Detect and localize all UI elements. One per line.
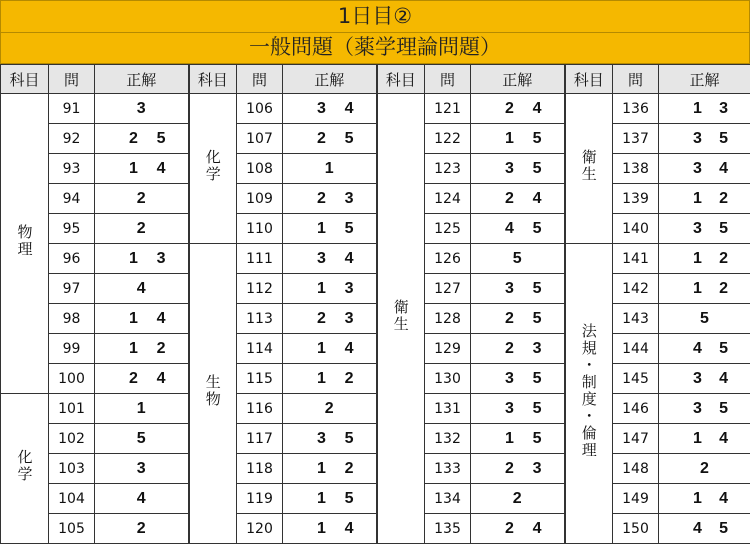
answer-value: 4 <box>719 489 728 507</box>
answer-value: 4 <box>136 489 146 507</box>
answer-value: 5 <box>719 129 728 147</box>
question-number: 104 <box>49 484 95 514</box>
column-header-answer: 正解 <box>283 65 377 94</box>
question-number: 115 <box>237 364 283 394</box>
answer-value: 1 <box>693 249 702 267</box>
subject-label: 物理 <box>15 223 34 258</box>
question-number: 131 <box>425 394 471 424</box>
answer-value: 5 <box>532 399 542 417</box>
answer-cell <box>471 304 565 334</box>
question-number: 145 <box>613 364 659 394</box>
answer-cell <box>283 154 377 184</box>
answer-value: 2 <box>317 189 326 207</box>
column-header-question: 問 <box>425 65 471 94</box>
question-number: 102 <box>49 424 95 454</box>
answer-value: 3 <box>317 249 326 267</box>
answer-cell <box>471 484 565 514</box>
answer-cell <box>659 184 750 214</box>
question-number: 126 <box>425 244 471 274</box>
answer-value: 1 <box>317 459 326 477</box>
answer-cell <box>471 94 565 124</box>
question-number: 112 <box>237 274 283 304</box>
question-number: 94 <box>49 184 95 214</box>
question-number: 130 <box>425 364 471 394</box>
answer-value: 4 <box>532 99 542 117</box>
answer-cell <box>95 214 189 244</box>
answer-value: 4 <box>719 429 728 447</box>
question-number: 148 <box>613 454 659 484</box>
question-number: 120 <box>237 514 283 544</box>
question-number: 99 <box>49 334 95 364</box>
table-row <box>1 274 750 304</box>
answer-value: 3 <box>505 159 514 177</box>
answer-value: 3 <box>136 459 146 477</box>
answer-value: 4 <box>532 519 542 537</box>
answer-value: 1 <box>317 219 326 237</box>
answer-cell <box>471 214 565 244</box>
answer-cell <box>95 394 189 424</box>
answer-cell <box>283 514 377 544</box>
answer-value: 2 <box>505 519 514 537</box>
answer-cell <box>95 94 189 124</box>
subject-label: 衛生 <box>391 298 410 333</box>
answer-value: 2 <box>700 459 709 477</box>
answer-value: 3 <box>344 279 354 297</box>
answer-cell <box>471 184 565 214</box>
answer-value: 1 <box>129 309 138 327</box>
question-number: 101 <box>49 394 95 424</box>
answer-value: 2 <box>324 399 334 417</box>
table-row <box>1 394 750 424</box>
question-number: 109 <box>237 184 283 214</box>
table-row <box>1 124 750 154</box>
answer-table <box>0 64 750 544</box>
question-number: 95 <box>49 214 95 244</box>
answer-value: 4 <box>532 189 542 207</box>
answer-cell <box>283 424 377 454</box>
table-row <box>1 424 750 454</box>
question-number: 111 <box>237 244 283 274</box>
question-number: 137 <box>613 124 659 154</box>
answer-value: 2 <box>136 189 146 207</box>
question-number: 139 <box>613 184 659 214</box>
question-number: 122 <box>425 124 471 154</box>
page-subtitle: 一般問題（薬学理論問題） <box>0 33 750 64</box>
answer-cell <box>471 124 565 154</box>
question-number: 141 <box>613 244 659 274</box>
question-number: 97 <box>49 274 95 304</box>
answer-value: 5 <box>719 399 728 417</box>
answer-value: 1 <box>129 159 138 177</box>
answer-value: 4 <box>693 519 702 537</box>
answer-value: 3 <box>344 189 354 207</box>
column-header-subject: 科目 <box>1 65 49 94</box>
answer-value: 2 <box>505 99 514 117</box>
answer-value: 5 <box>156 129 166 147</box>
answer-value: 3 <box>317 429 326 447</box>
answer-value: 5 <box>532 279 542 297</box>
column-header-question: 問 <box>49 65 95 94</box>
question-number: 135 <box>425 514 471 544</box>
column-header-subject: 科目 <box>377 65 425 94</box>
answer-cell <box>95 454 189 484</box>
question-number: 92 <box>49 124 95 154</box>
answer-cell <box>95 274 189 304</box>
question-number: 132 <box>425 424 471 454</box>
header-row <box>1 65 750 94</box>
question-number: 106 <box>237 94 283 124</box>
table-row <box>1 244 750 274</box>
answer-value: 5 <box>719 519 728 537</box>
answer-cell <box>471 424 565 454</box>
answer-value: 5 <box>532 129 542 147</box>
answer-cell <box>659 484 750 514</box>
answer-value: 5 <box>512 249 522 267</box>
question-number: 116 <box>237 394 283 424</box>
answer-value: 5 <box>532 159 542 177</box>
answer-value: 3 <box>719 99 728 117</box>
answer-cell <box>283 484 377 514</box>
question-number: 150 <box>613 514 659 544</box>
answer-value: 4 <box>344 519 354 537</box>
answer-cell <box>659 214 750 244</box>
answer-cell <box>95 124 189 154</box>
answer-value: 1 <box>317 339 326 357</box>
subject-cell <box>1 94 49 394</box>
answer-cell <box>283 244 377 274</box>
question-number: 93 <box>49 154 95 184</box>
question-number: 110 <box>237 214 283 244</box>
answer-value: 2 <box>136 219 146 237</box>
answer-value: 4 <box>693 339 702 357</box>
answer-cell <box>283 184 377 214</box>
answer-value: 5 <box>136 429 146 447</box>
subject-label: 生物 <box>203 373 222 408</box>
column-header-answer: 正解 <box>95 65 189 94</box>
subject-cell <box>189 244 237 544</box>
answer-cell <box>95 514 189 544</box>
answer-value: 2 <box>505 309 514 327</box>
table-row <box>1 454 750 484</box>
question-number: 127 <box>425 274 471 304</box>
answer-value: 3 <box>693 159 702 177</box>
answer-cell <box>471 244 565 274</box>
answer-cell <box>659 514 750 544</box>
answer-value: 1 <box>317 519 326 537</box>
table-row <box>1 154 750 184</box>
answer-value: 1 <box>693 279 702 297</box>
question-number: 107 <box>237 124 283 154</box>
answer-value: 2 <box>512 489 522 507</box>
answer-value: 3 <box>317 99 326 117</box>
table-row <box>1 364 750 394</box>
answer-cell <box>659 124 750 154</box>
subject-cell <box>1 394 49 544</box>
answer-cell <box>659 94 750 124</box>
subject-cell <box>565 94 613 244</box>
answer-cell <box>471 514 565 544</box>
answer-cell <box>283 454 377 484</box>
answer-value: 4 <box>344 339 354 357</box>
answer-cell <box>95 424 189 454</box>
question-number: 149 <box>613 484 659 514</box>
answer-cell <box>95 244 189 274</box>
answer-value: 5 <box>532 219 542 237</box>
answer-value: 4 <box>344 99 354 117</box>
answer-cell <box>95 184 189 214</box>
column-header-question: 問 <box>237 65 283 94</box>
answer-value: 1 <box>136 399 146 417</box>
answer-cell <box>471 334 565 364</box>
question-number: 146 <box>613 394 659 424</box>
question-number: 91 <box>49 94 95 124</box>
answer-value: 3 <box>505 399 514 417</box>
answer-value: 2 <box>129 369 138 387</box>
answer-value: 2 <box>505 189 514 207</box>
answer-table-body <box>1 94 750 544</box>
answer-cell <box>95 334 189 364</box>
answer-cell <box>659 304 750 334</box>
answer-cell <box>659 454 750 484</box>
subject-label: 化学 <box>203 148 222 183</box>
answer-value: 1 <box>129 339 138 357</box>
answer-value: 2 <box>156 339 166 357</box>
question-number: 96 <box>49 244 95 274</box>
question-number: 138 <box>613 154 659 184</box>
answer-value: 4 <box>156 369 166 387</box>
answer-value: 1 <box>693 189 702 207</box>
answer-value: 3 <box>693 219 702 237</box>
table-row <box>1 514 750 544</box>
answer-cell <box>283 124 377 154</box>
question-number: 125 <box>425 214 471 244</box>
answer-value: 3 <box>532 339 542 357</box>
answer-cell <box>283 304 377 334</box>
question-number: 134 <box>425 484 471 514</box>
answer-value: 3 <box>505 369 514 387</box>
answer-value: 3 <box>532 459 542 477</box>
answer-value: 1 <box>129 249 138 267</box>
answer-cell <box>283 334 377 364</box>
column-header-subject: 科目 <box>189 65 237 94</box>
answer-value: 2 <box>317 129 326 147</box>
answer-value: 1 <box>505 129 514 147</box>
answer-value: 4 <box>136 279 146 297</box>
answer-value: 5 <box>532 429 542 447</box>
answer-value: 1 <box>505 429 514 447</box>
answer-cell <box>283 214 377 244</box>
answer-cell <box>659 424 750 454</box>
answer-value: 4 <box>156 159 166 177</box>
answer-value: 3 <box>693 369 702 387</box>
answer-cell <box>95 484 189 514</box>
answer-cell <box>471 274 565 304</box>
answer-cell <box>471 394 565 424</box>
question-number: 124 <box>425 184 471 214</box>
table-row <box>1 184 750 214</box>
table-row <box>1 94 750 124</box>
answer-value: 2 <box>719 189 728 207</box>
subject-cell <box>565 244 613 544</box>
answer-value: 5 <box>344 129 354 147</box>
answer-value: 5 <box>532 309 542 327</box>
question-number: 129 <box>425 334 471 364</box>
answer-value: 5 <box>344 489 354 507</box>
question-number: 121 <box>425 94 471 124</box>
question-number: 128 <box>425 304 471 334</box>
answer-value: 5 <box>719 219 728 237</box>
question-number: 119 <box>237 484 283 514</box>
table-row <box>1 214 750 244</box>
answer-value: 2 <box>719 279 728 297</box>
subject-label: 法規・制度・倫理 <box>579 322 598 459</box>
answer-value: 1 <box>693 429 702 447</box>
subject-cell <box>189 94 237 244</box>
question-number: 100 <box>49 364 95 394</box>
answer-value: 5 <box>344 219 354 237</box>
answer-value: 1 <box>317 279 326 297</box>
answer-value: 1 <box>324 159 334 177</box>
question-number: 98 <box>49 304 95 334</box>
answer-cell <box>471 364 565 394</box>
question-number: 118 <box>237 454 283 484</box>
subject-cell <box>377 94 425 544</box>
answer-value: 3 <box>136 99 146 117</box>
answer-value: 5 <box>719 339 728 357</box>
table-row <box>1 304 750 334</box>
answer-cell <box>95 154 189 184</box>
answer-cell <box>95 364 189 394</box>
subject-label: 化学 <box>15 448 34 483</box>
answer-value: 3 <box>505 279 514 297</box>
column-header-subject: 科目 <box>565 65 613 94</box>
question-number: 117 <box>237 424 283 454</box>
answer-cell <box>471 154 565 184</box>
question-number: 133 <box>425 454 471 484</box>
answer-value: 2 <box>505 459 514 477</box>
answer-cell <box>659 364 750 394</box>
question-number: 114 <box>237 334 283 364</box>
question-number: 123 <box>425 154 471 184</box>
column-header-question: 問 <box>613 65 659 94</box>
answer-value: 3 <box>693 399 702 417</box>
answer-value: 5 <box>532 369 542 387</box>
answer-value: 4 <box>505 219 514 237</box>
answer-cell <box>471 454 565 484</box>
answer-value: 4 <box>156 309 166 327</box>
question-number: 142 <box>613 274 659 304</box>
answer-cell <box>95 304 189 334</box>
column-header-answer: 正解 <box>659 65 750 94</box>
table-row <box>1 334 750 364</box>
answer-value: 3 <box>156 249 166 267</box>
answer-value: 1 <box>317 369 326 387</box>
question-number: 143 <box>613 304 659 334</box>
question-number: 108 <box>237 154 283 184</box>
answer-value: 1 <box>317 489 326 507</box>
page-title: 1日目② <box>0 0 750 33</box>
answer-cell <box>659 274 750 304</box>
answer-value: 4 <box>719 369 728 387</box>
answer-value: 1 <box>693 99 702 117</box>
table-row <box>1 484 750 514</box>
answer-cell <box>659 154 750 184</box>
answer-value: 2 <box>136 519 146 537</box>
answer-cell <box>659 244 750 274</box>
answer-cell <box>283 94 377 124</box>
answer-cell <box>659 394 750 424</box>
answer-value: 5 <box>700 309 709 327</box>
answer-value: 2 <box>344 459 354 477</box>
answer-value: 4 <box>719 159 728 177</box>
answer-value: 2 <box>719 249 728 267</box>
subject-label: 衛生 <box>579 148 598 183</box>
question-number: 144 <box>613 334 659 364</box>
question-number: 147 <box>613 424 659 454</box>
question-number: 103 <box>49 454 95 484</box>
answer-cell <box>659 334 750 364</box>
answer-value: 2 <box>344 369 354 387</box>
answer-value: 2 <box>505 339 514 357</box>
question-number: 113 <box>237 304 283 334</box>
answer-value: 2 <box>317 309 326 327</box>
question-number: 140 <box>613 214 659 244</box>
question-number: 136 <box>613 94 659 124</box>
question-number: 105 <box>49 514 95 544</box>
answer-value: 4 <box>344 249 354 267</box>
answer-cell <box>283 394 377 424</box>
answer-value: 2 <box>129 129 138 147</box>
answer-value: 1 <box>693 489 702 507</box>
answer-value: 5 <box>344 429 354 447</box>
column-header-answer: 正解 <box>471 65 565 94</box>
answer-cell <box>283 274 377 304</box>
answer-value: 3 <box>344 309 354 327</box>
answer-value: 3 <box>693 129 702 147</box>
answer-cell <box>283 364 377 394</box>
